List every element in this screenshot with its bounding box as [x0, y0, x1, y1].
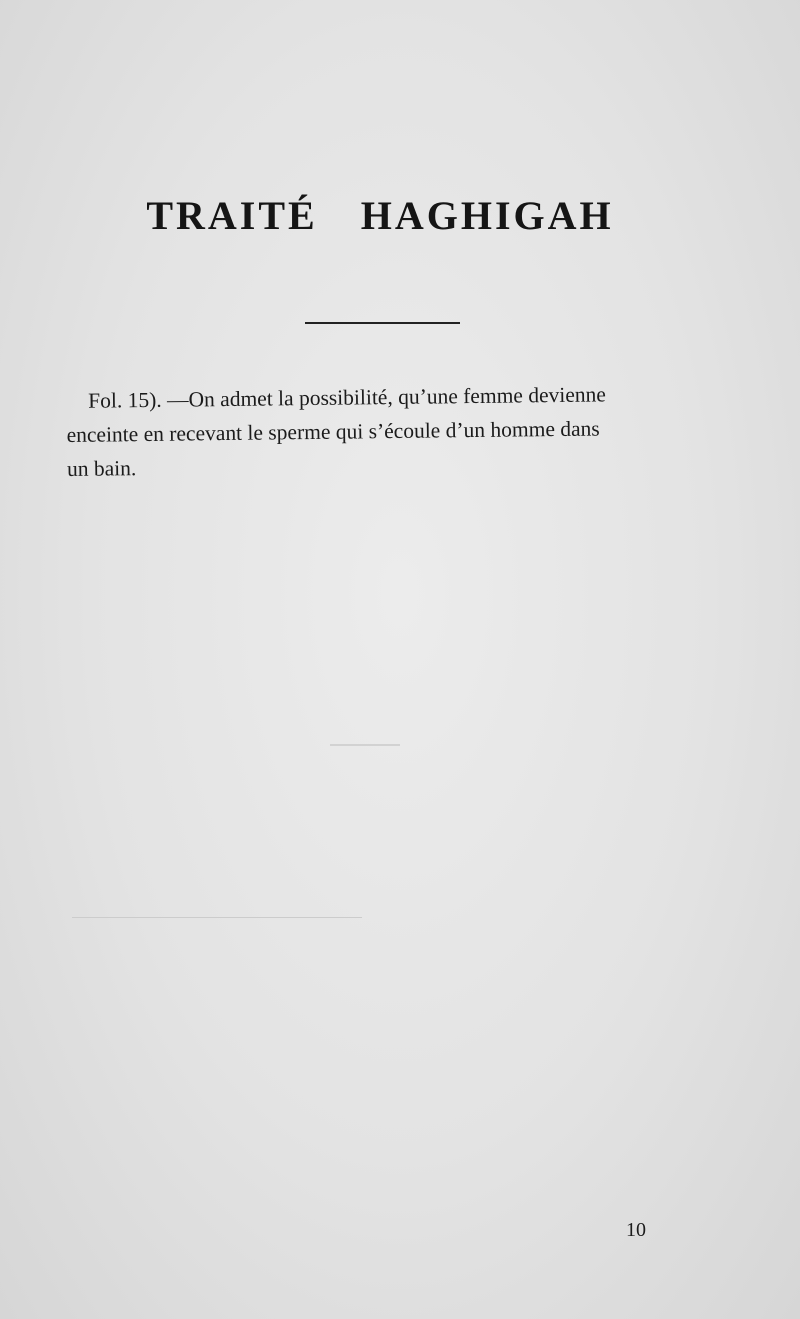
title-separator-rule: [305, 322, 460, 324]
body-paragraph: [66, 376, 727, 486]
page-number: 10: [626, 1219, 646, 1241]
paragraph-line-1: Fol. 15). —On admet la possibilité, qu’une femme devienne: [88, 382, 607, 413]
bleed-through-dash: [330, 744, 400, 746]
paragraph-line-3: un bain.: [66, 456, 137, 481]
bleed-through-footnote-rule: [72, 917, 362, 918]
page-title: TRAITÉ HAGHIGAH: [146, 193, 614, 238]
paragraph-line-2: enceinte en recevant le sperme qui s’écoule d’un homme dans: [66, 416, 600, 447]
